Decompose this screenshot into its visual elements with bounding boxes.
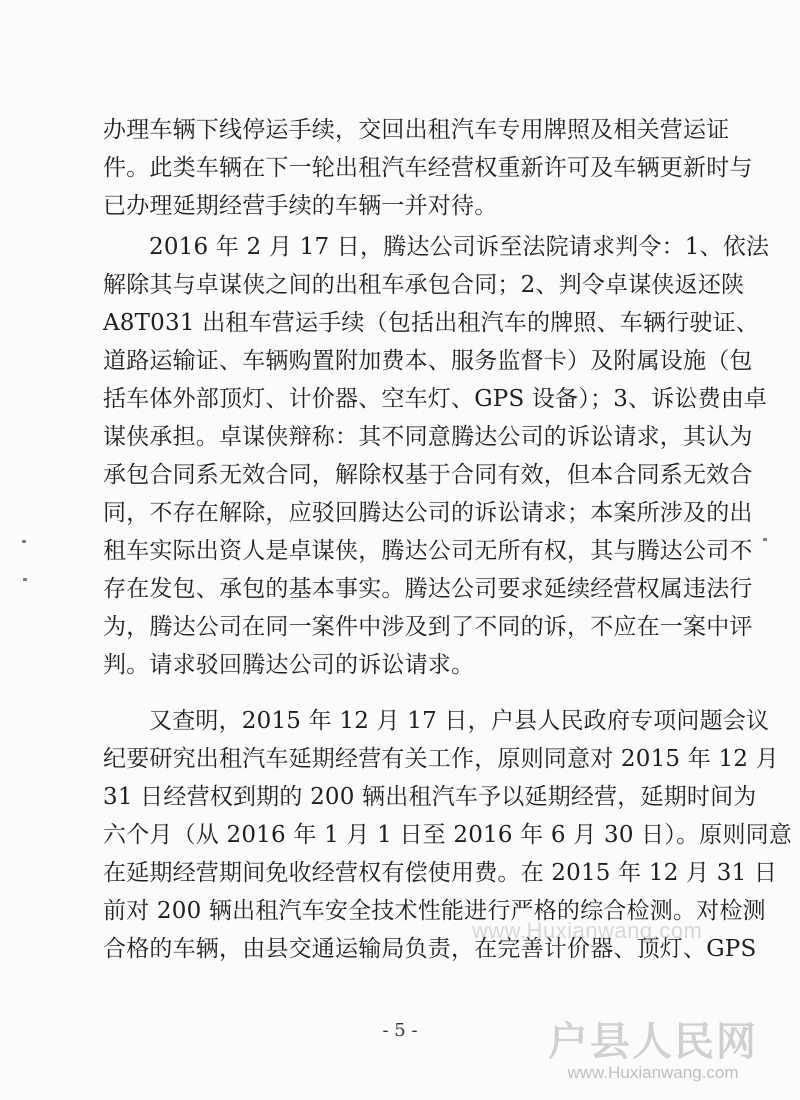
text-line: 承包合同系无效合同，解除权基于合同有效，但本合同系无效合 (103, 462, 753, 488)
text-line: 括车体外部顶灯、计价器、空车灯、GPS 设备）；3、诉讼费由卓 (103, 386, 768, 412)
text-line: 合格的车辆，由县交通运输局负责，在完善计价器、顶灯、GPS (103, 936, 757, 962)
scan-speck (22, 540, 26, 543)
text-line: 已办理延期经营手续的车辆一并对待。 (103, 193, 498, 219)
text-line: 解除其与卓谋侠之间的出租车承包合同；2、判令卓谋侠返还陕 (103, 272, 745, 298)
text-line: 又查明，2015 年 12 月 17 日，户县人民政府专项问题会议 (149, 708, 770, 734)
paragraph-2 (103, 228, 770, 684)
watermark-url: www.Huxianwang.com (472, 918, 703, 943)
text-line: 为，腾达公司在同一案件中涉及到了不同的诉，不应在一案中评 (103, 614, 753, 640)
paragraph-1 (103, 111, 753, 225)
text-line: 前对 200 辆出租汽车安全技术性能进行严格的综合检测。对检测 (103, 898, 766, 924)
logo-url: www.Huxianwang.com (567, 1063, 739, 1082)
text-line: 存在发包、承包的基本事实。腾达公司要求延续经营权属违法行 (103, 576, 753, 602)
text-line: 租车实际出资人是卓谋侠，腾达公司无所有权，其与腾达公司不 (103, 538, 753, 564)
scan-speck (763, 538, 767, 541)
text-line: 判。请求驳回腾达公司的诉讼请求。 (103, 652, 475, 678)
text-line: 2016 年 2 月 17 日，腾达公司诉至法院请求判令：1、依法 (149, 234, 770, 260)
text-line: 谋侠承担。卓谋侠辩称：其不同意腾达公司的诉讼请求，其认为 (103, 424, 753, 450)
page-number: - 5 - (382, 1020, 418, 1041)
text-line: 31 日经营权到期的 200 辆出租汽车予以延期经营，延期时间为 (103, 784, 757, 810)
text-line: 同，不存在解除，应驳回腾达公司的诉讼请求；本案所涉及的出 (103, 500, 753, 526)
scan-speck (23, 578, 27, 581)
site-logo (548, 1010, 758, 1083)
text-line: A8T031 出租车营运手续（包括出租汽车的牌照、车辆行驶证、 (103, 310, 759, 336)
text-line: 道路运输证、车辆购置附加费本、服务监督卡）及附属设施（包 (103, 348, 753, 374)
logo-name: 户县人民网 (548, 1019, 758, 1065)
text-line: 办理车辆下线停运手续，交回出租汽车专用牌照及相关营运证 (103, 117, 730, 143)
text-line: 六个月（从 2016 年 1 月 1 日至 2016 年 6 月 30 日）。原则同意 (103, 822, 793, 848)
text-line: 在延期经营期间免收经营权有偿使用费。在 2015 年 12 月 31 日 (103, 860, 778, 886)
text-line: 件。此类车辆在下一轮出租汽车经营权重新许可及车辆更新时与 (103, 155, 753, 181)
text-line: 纪要研究出租汽车延期经营有关工作，原则同意对 2015 年 12 月 (103, 746, 779, 772)
